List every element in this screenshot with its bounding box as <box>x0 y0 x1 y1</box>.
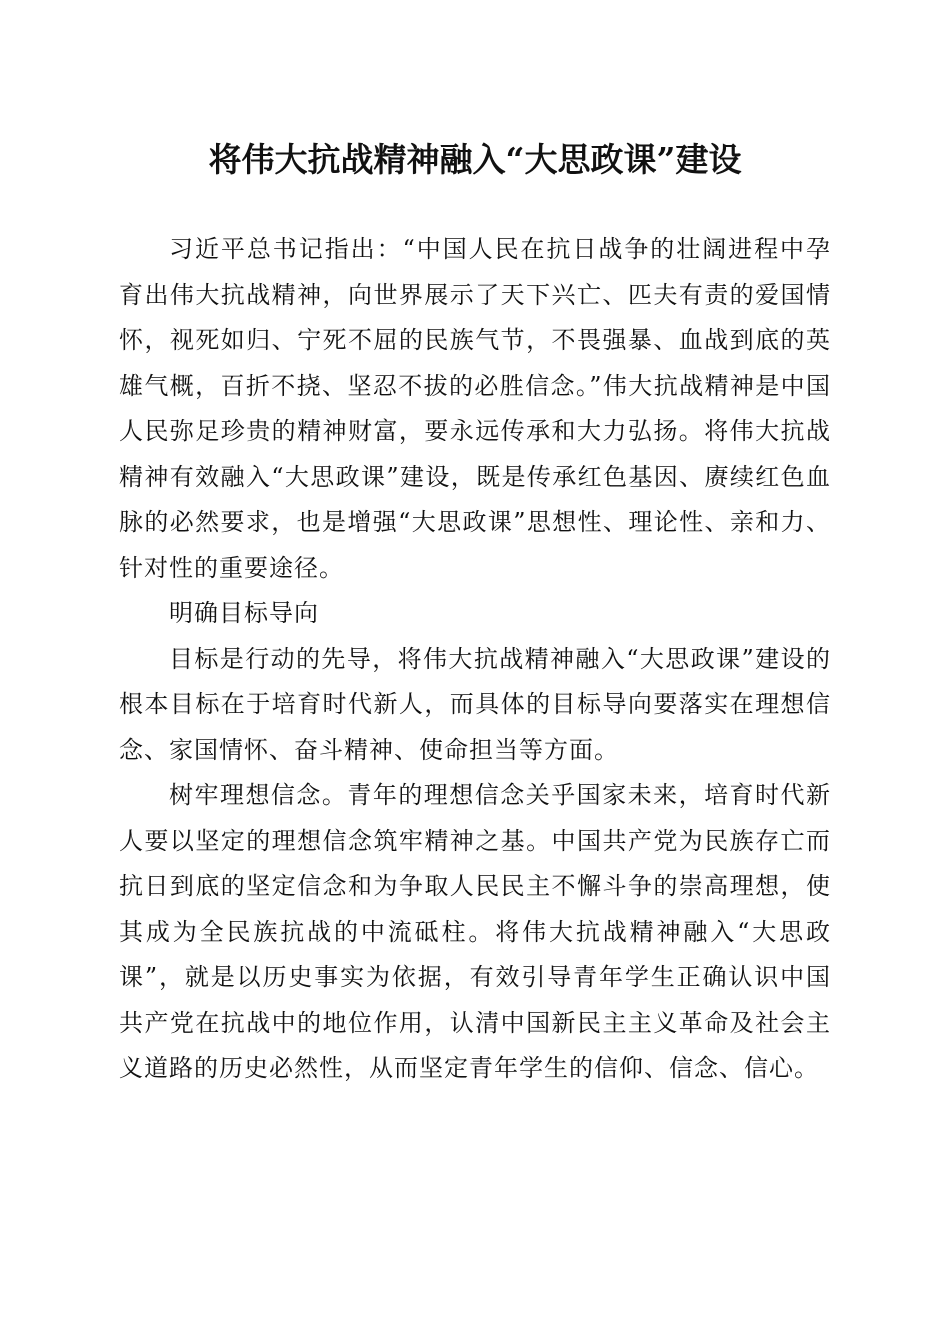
document-body <box>119 227 831 1092</box>
section-heading: 明确目标导向 <box>169 599 319 627</box>
paragraph-intro: 习近平总书记指出：“中国人民在抗日战争的壮阔进程中孕育出伟大抗战精神，向世界展示了天下兴亡、匹夫有责的爱国情怀，视死如归、宁死不屈的民族气节，不畏强暴、血战到底的英雄气概，百折不挠、坚忍不拔的必胜信念。”伟大抗战精神是中国人民弥足珍贵的精神财富，要永远传承和大力弘扬。将伟大抗战精神有效融入“大思政课”建设，既是传承红色基因、赓续红色血脉的必然要求，也是增强“大思政课”思想性、理论性、亲和力、针对性的重要途径。 <box>119 235 831 582</box>
document-title: 将伟大抗战精神融入“大思政课”建设 <box>208 140 742 179</box>
paragraph-goal: 目标是行动的先导，将伟大抗战精神融入“大思政课”建设的根本目标在于培育时代新人，而具体的目标导向要落实在理想信念、家国情怀、奋斗精神、使命担当等方面。 <box>119 644 831 764</box>
paragraph-ideals: 树牢理想信念。青年的理想信念关乎国家未来，培育时代新人要以坚定的理想信念筑牢精神之基。中国共产党为民族存亡而抗日到底的坚定信念和为争取人民民主不懈斗争的崇高理想，使其成为全民族抗战的中流砥柱。将伟大抗战精神融入“大思政课”，就是以历史事实为依据，有效引导青年学生正确认识中国共产党在抗战中的地位作用，认清中国新民主主义革命及社会主义道路的历史必然性，从而坚定青年学生的信仰、信念、信心。 <box>119 781 831 1082</box>
